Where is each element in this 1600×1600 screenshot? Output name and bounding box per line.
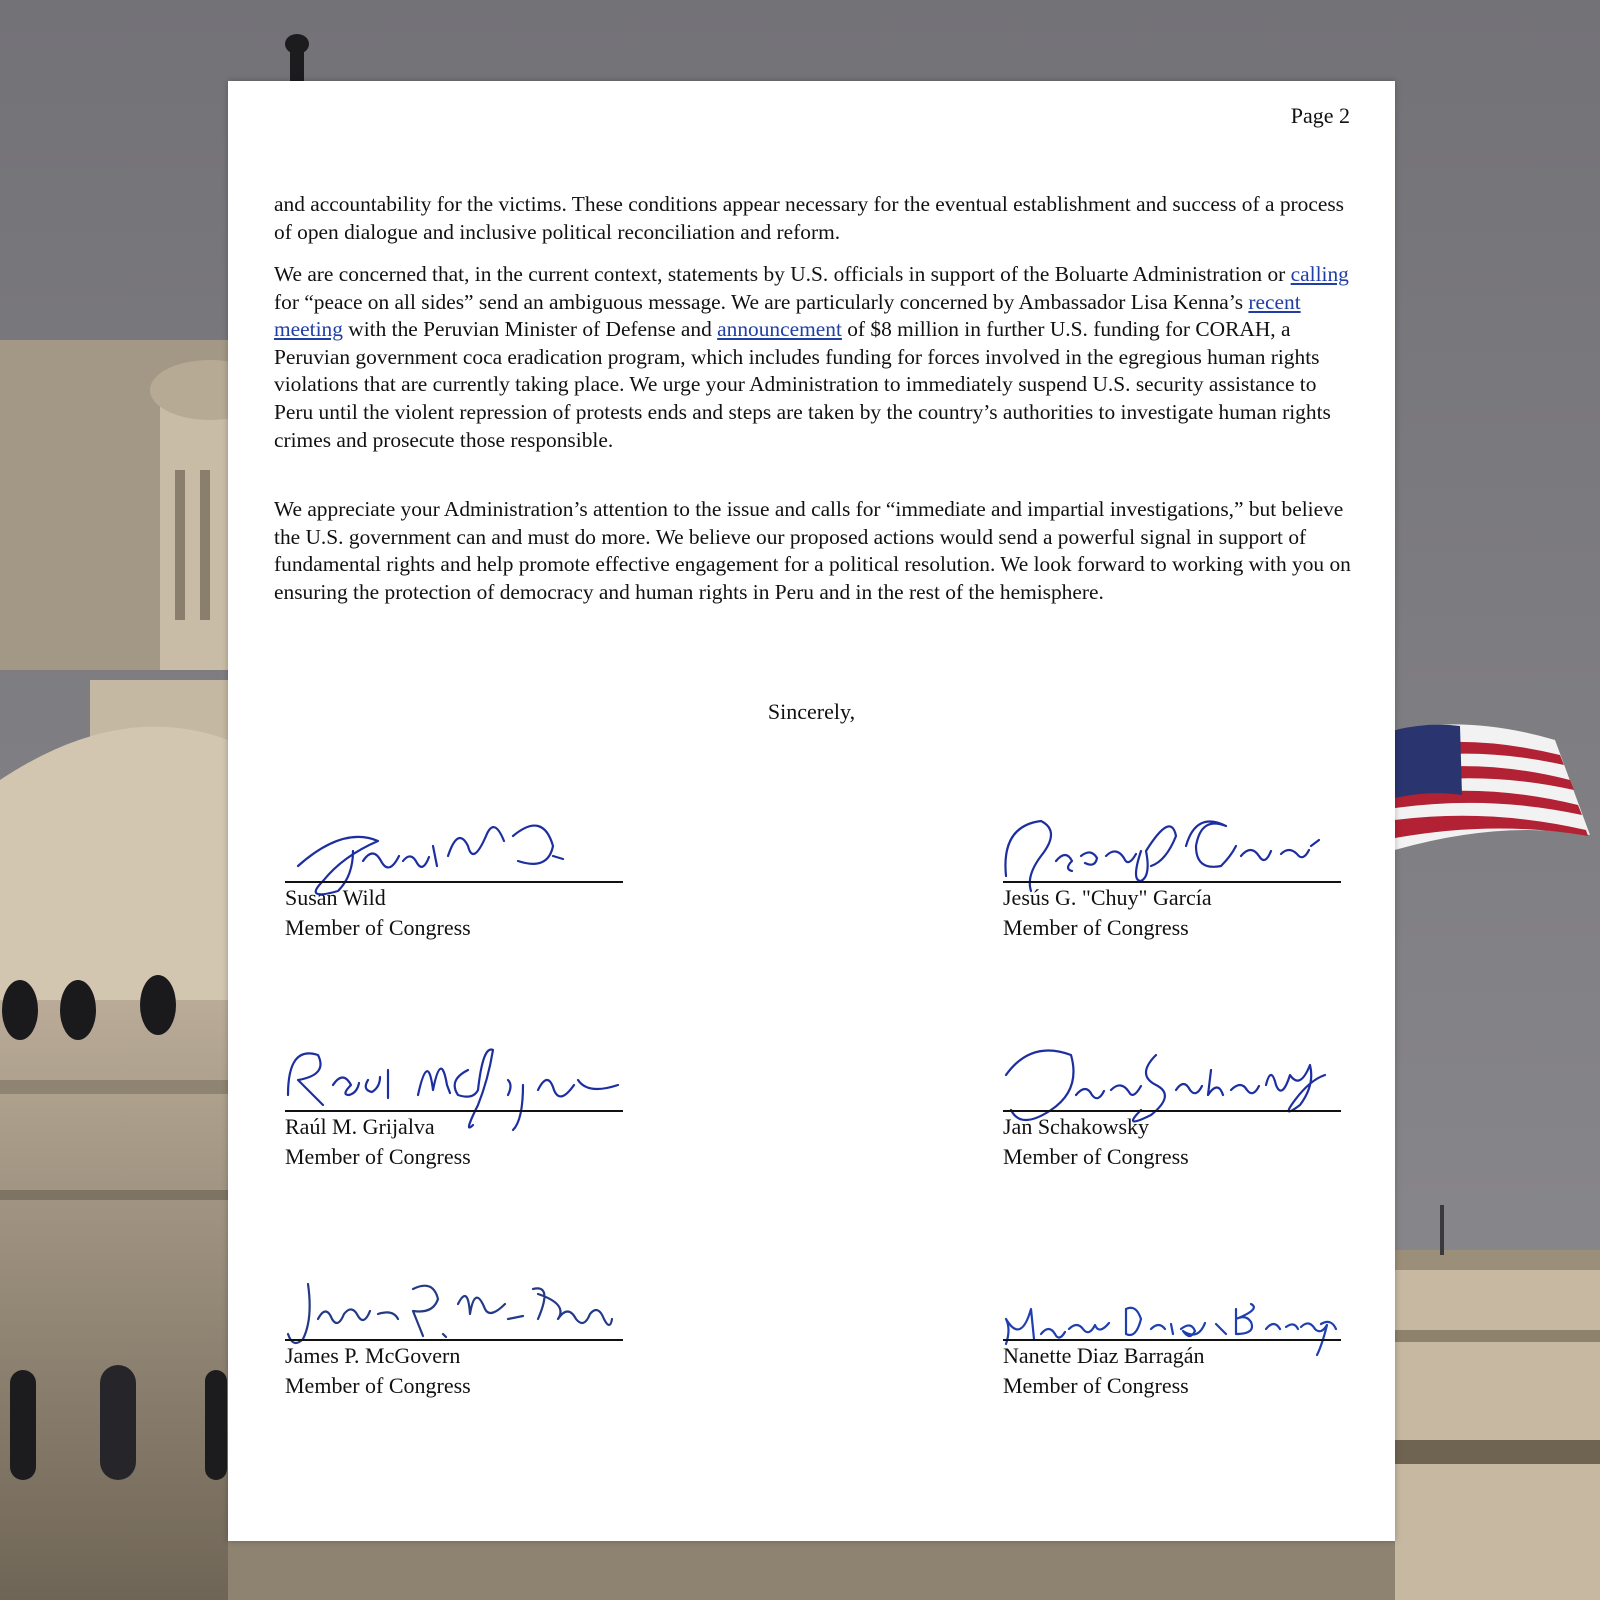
signatory-name: Jesús G. "Chuy" García [1003,885,1212,910]
capitol-wing [1395,1205,1600,1600]
page-number: Page 2 [1290,103,1350,128]
link-calling[interactable]: calling [1290,262,1349,286]
signatory-name: Jan Schakowsky [1003,1114,1150,1139]
paragraph-2: We are concerned that, in the current context, statements by U.S. officials in support of the Boluarte Administration or calling for “peace on all sides” send an ambiguous message. We are particularly concerned by Ambassador Lisa Kenna’s recent meeting with the Peruvian Minister of Defense and announcement of $8 million in further U.S. funding for CORAH, a Peruvian government coca eradication program, which includes funding for forces involved in the egregious human rights violations that are currently taking place. We urge your Administration to immediately suspend U.S. security assistance to Peru until the violent repression of protests ends and steps are taken by the country’s authorities to investigate human rights crimes and prosecute those responsible. [274,262,1349,452]
signature-line [1003,1339,1341,1341]
closing: Sincerely, [767,699,856,724]
signatory-title: Member of Congress [285,1373,471,1398]
link-recent-meeting[interactable]: recent meeting [274,289,1301,342]
signature-line [285,881,623,883]
letter-page [228,81,1395,1541]
signatory-name: Nanette Diaz Barragán [1003,1343,1205,1368]
signatory-title: Member of Congress [285,915,471,940]
signatory-title: Member of Congress [1003,1144,1189,1169]
signatory-title: Member of Congress [285,1144,471,1169]
signatory-name: James P. McGovern [285,1343,461,1368]
signatory-title: Member of Congress [1003,915,1189,940]
signatory-name: Raúl M. Grijalva [285,1114,435,1139]
signature-line [285,1110,623,1112]
signature-line [1003,881,1341,883]
paragraph-1: and accountability for the victims. These conditions appear necessary for the eventual establishment and success of a process of open dialogue and inclusive political reconciliation and reform. [274,192,1344,244]
paragraph-3: We appreciate your Administration’s attention to the issue and calls for “immediate and impartial investigations,” but believe the U.S. government can and must do more. We believe our proposed actions would send a powerful signal in support of fundamental rights and help promote effective engagement for a political resolution. We look forward to working with you on ensuring the protection of democracy and human rights in Peru and in the rest of the hemisphere. [274,497,1351,604]
link-announcement[interactable]: announcement [717,317,842,342]
signature-line [1003,1110,1341,1112]
signatory-title: Member of Congress [1003,1373,1189,1398]
signatory-name: Susan Wild [285,885,386,910]
signature-line [285,1339,623,1341]
